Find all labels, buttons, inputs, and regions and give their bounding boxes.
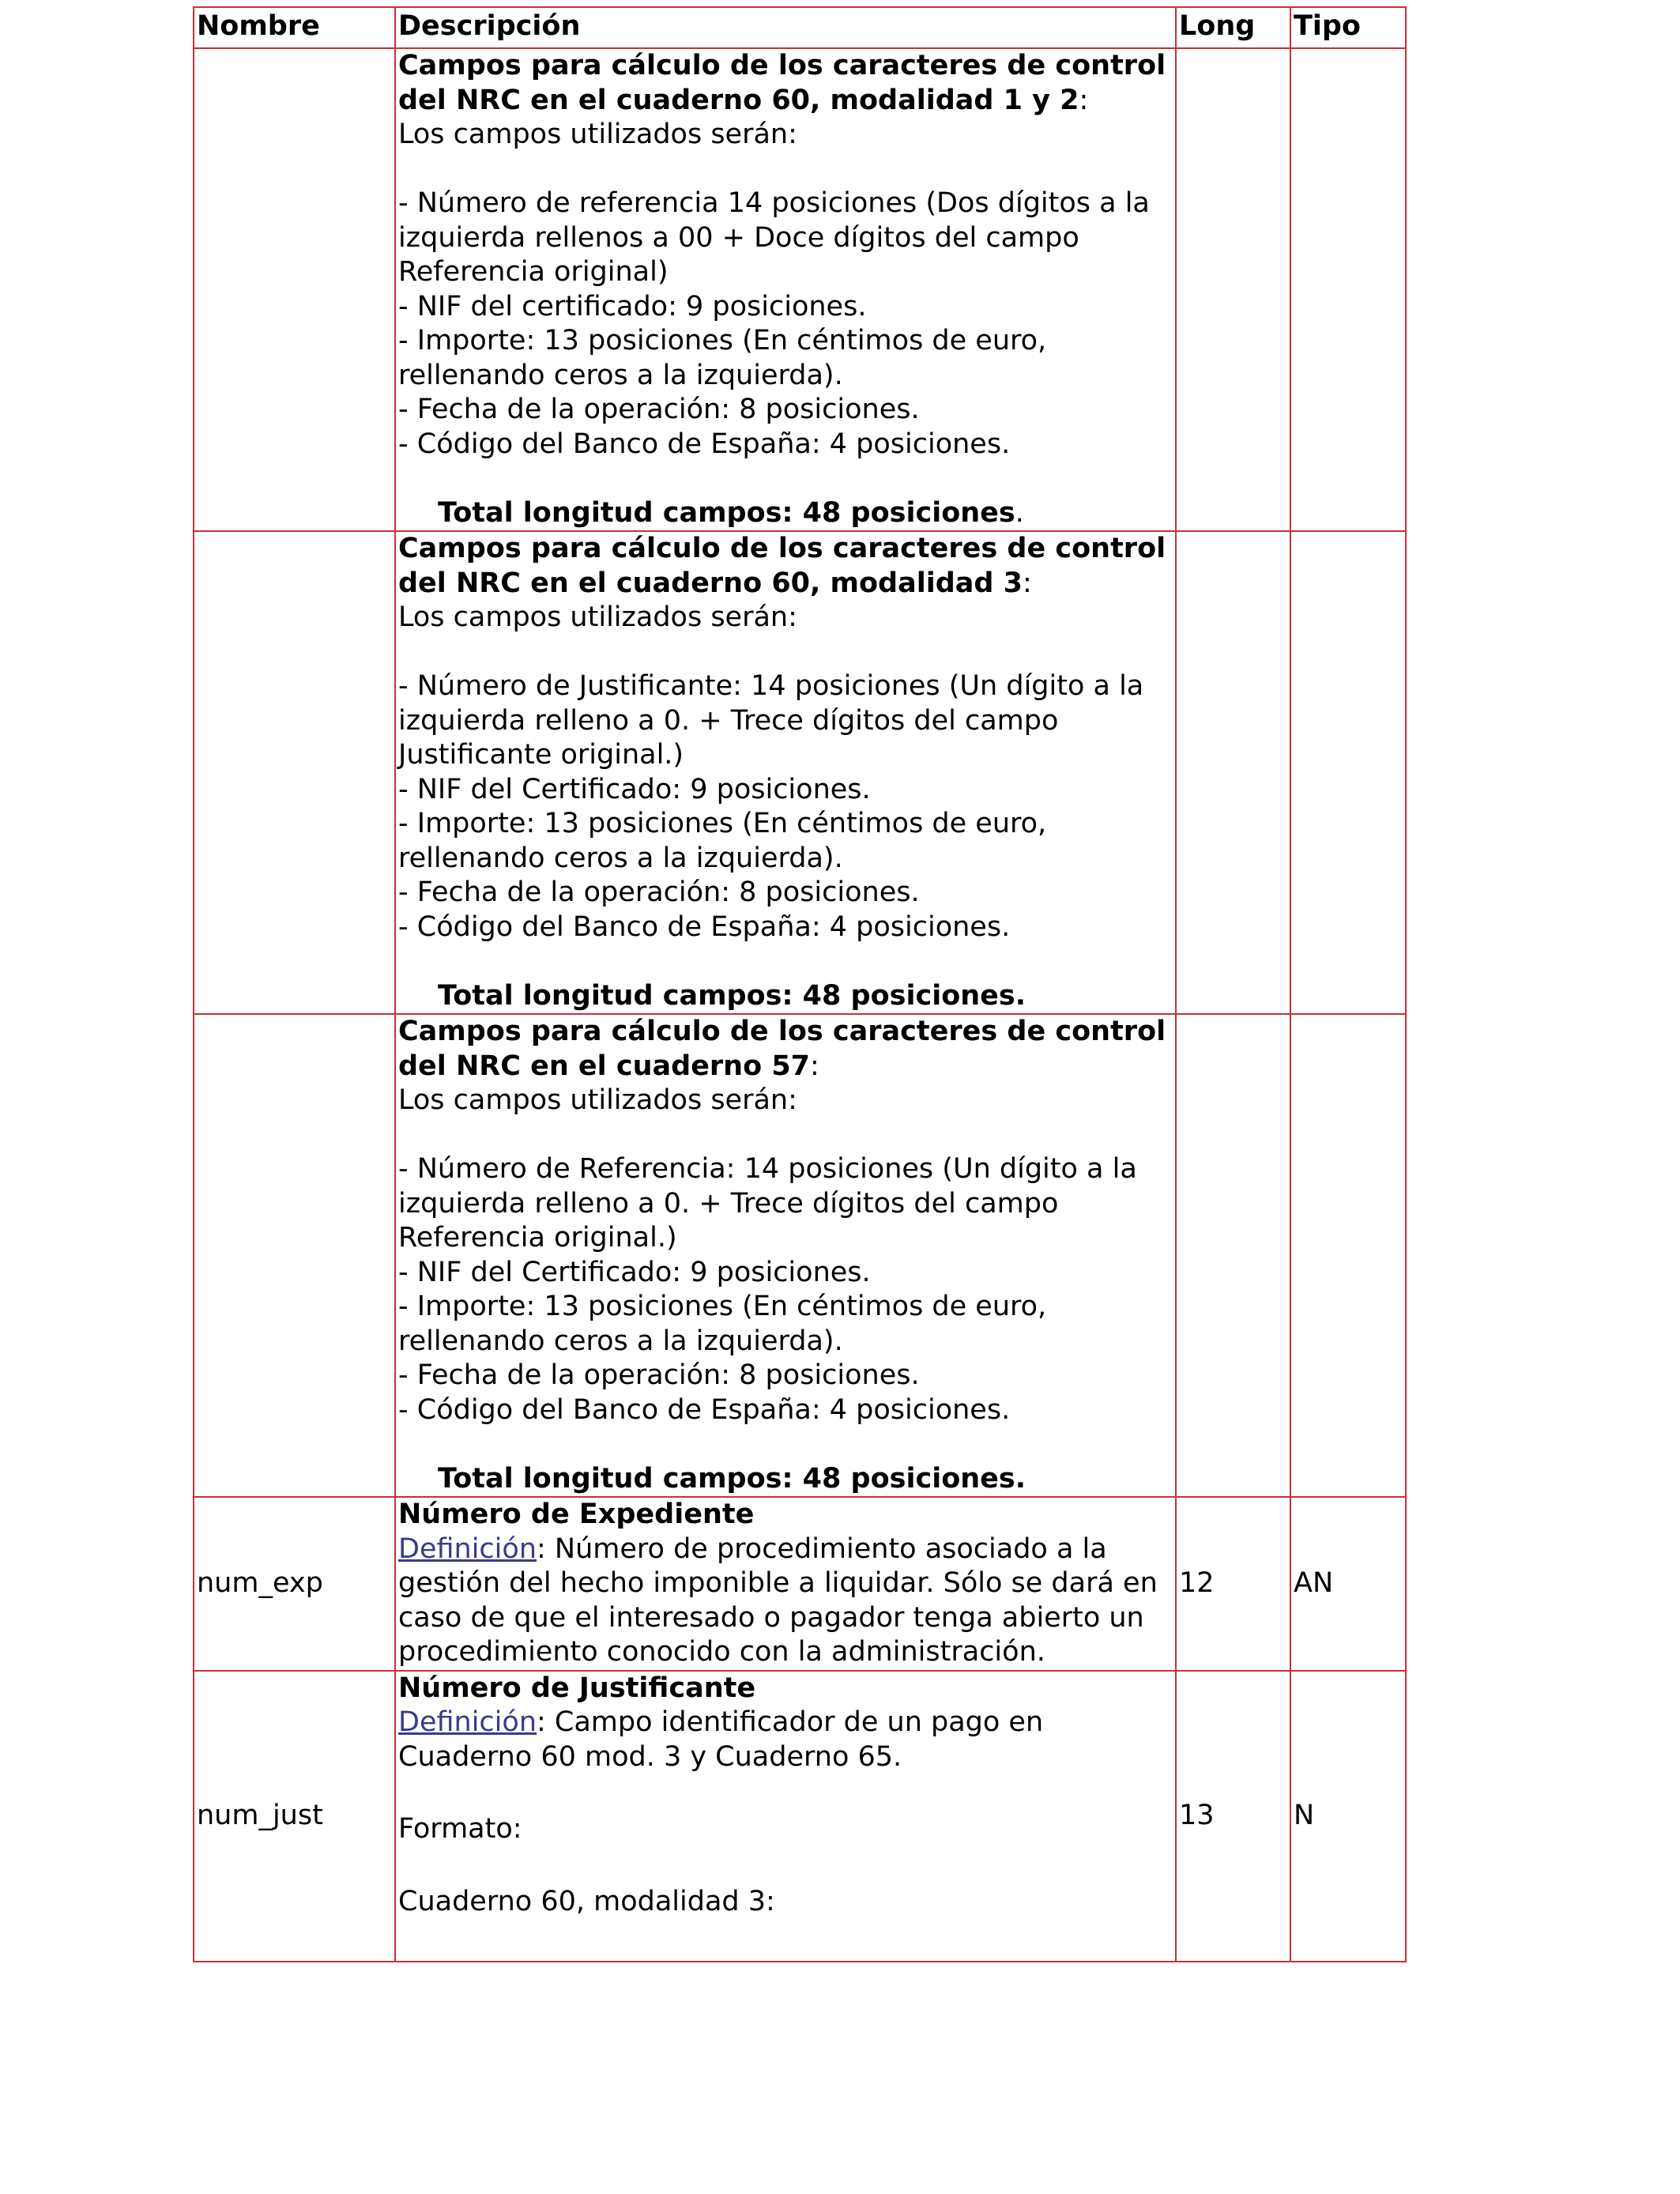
header-nombre: Nombre (194, 7, 395, 48)
total-text: Total longitud campos: 48 posiciones (438, 496, 1015, 529)
name-cell (194, 1014, 395, 1497)
list-item: - NIF del certificado: 9 posiciones. (398, 290, 867, 322)
definition-text: procedimiento conocido con la administración. (398, 1636, 1045, 1668)
description-cell (395, 1497, 1176, 1671)
tipo-cell (1290, 48, 1406, 531)
block-title: Campos para cálculo de los caracteres de control (398, 533, 1166, 564)
total-text: Total longitud campos: 48 posiciones. (438, 1462, 1026, 1495)
definition-link[interactable]: Definición (398, 1532, 537, 1565)
list-item: - Número de Justificante: 14 posiciones (Un dígito a la (398, 670, 1144, 702)
long-cell (1176, 531, 1290, 1014)
header-row (194, 7, 1406, 48)
field-title: Número de Expediente (398, 1498, 755, 1530)
description-cell (395, 1671, 1176, 1962)
list-item: - Importe: 13 posiciones (En céntimos de euro, (398, 808, 1047, 839)
table-row (194, 1497, 1406, 1671)
block-title: Campos para cálculo de los caracteres de control (398, 50, 1166, 81)
intro-text: Los campos utilizados serán: (398, 1084, 797, 1116)
block-title: del NRC en el cuaderno 60, modalidad 3 (398, 567, 1023, 599)
table-row (194, 1671, 1406, 1962)
list-item: - Número de Referencia: 14 posiciones (Un dígito a la (398, 1153, 1137, 1185)
definition-text: gestión del hecho imponible a liquidar. Sólo se dará en (398, 1567, 1158, 1599)
definition-text: caso de que el interesado o pagador tenga abierto un (398, 1601, 1144, 1634)
block-title: del NRC en el cuaderno 57 (398, 1050, 811, 1082)
list-item: - Fecha de la operación: 8 posiciones. (398, 876, 920, 908)
long-cell (1176, 48, 1290, 531)
formato-label: Formato: (398, 1813, 522, 1845)
table-row (194, 1014, 1406, 1497)
header-tipo: Tipo (1290, 7, 1406, 48)
definition-link[interactable]: Definición (398, 1706, 537, 1738)
block-title: del NRC en el cuaderno 60, modalidad 1 y 2 (398, 84, 1079, 116)
definition-text: : Número de procedimiento asociado a la (537, 1532, 1107, 1565)
name-cell (194, 48, 395, 531)
header-long: Long (1176, 7, 1290, 48)
long-value: 13 (1176, 1671, 1290, 1962)
table-row (194, 531, 1406, 1014)
list-item: - Código del Banco de España: 4 posiciones. (398, 428, 1011, 460)
list-item: - Código del Banco de España: 4 posiciones. (398, 910, 1011, 943)
list-item: izquierda relleno a 0. + Trece dígitos del campo (398, 704, 1059, 737)
list-item: rellenando ceros a la izquierda). (398, 359, 843, 391)
long-value: 12 (1176, 1497, 1290, 1671)
list-item: - Importe: 13 posiciones (En céntimos de euro, (398, 1291, 1047, 1322)
intro-text: Los campos utilizados serán: (398, 601, 797, 633)
cuaderno-label: Cuaderno 60, modalidad 3: (398, 1885, 775, 1917)
list-item: - NIF del Certificado: 9 posiciones. (398, 773, 871, 805)
list-item: - Fecha de la operación: 8 posiciones. (398, 1359, 920, 1391)
list-item: - Código del Banco de España: 4 posiciones. (398, 1393, 1011, 1426)
name-cell (194, 531, 395, 1014)
header-descripcion: Descripción (395, 7, 1176, 48)
list-item: izquierda rellenos a 00 + Doce dígitos del campo (398, 221, 1079, 254)
field-title: Número de Justificante (398, 1672, 756, 1704)
total-text: Total longitud campos: 48 posiciones. (438, 979, 1026, 1012)
list-item: izquierda relleno a 0. + Trece dígitos del campo (398, 1187, 1059, 1220)
list-item: rellenando ceros a la izquierda). (398, 842, 843, 874)
list-item: - Fecha de la operación: 8 posiciones. (398, 394, 920, 425)
tipo-value: AN (1290, 1497, 1406, 1671)
definition-text: Cuaderno 60 mod. 3 y Cuaderno 65. (398, 1740, 902, 1773)
block-title: Campos para cálculo de los caracteres de control (398, 1016, 1166, 1047)
description-cell: Campos para cálculo de los caracteres de control del NRC en el cuaderno 60, modalidad 1 y 2: Los campos utilizados serán: - Número de referencia 14 posiciones (Dos dígitos a la izquierda rellenos a 00 + Doce dígitos del campo Referencia original) - NIF del certificado: 9 posiciones. - Importe: 13 posiciones (En céntimos de euro, rellenando ceros a la izquierda). - Fecha de la operación: 8 posiciones. - Código del Banco de España: 4 posiciones. Total longitud campos: 48 posiciones. (395, 48, 1176, 531)
field-name: num_exp (194, 1497, 395, 1671)
description-cell: Campos para cálculo de los caracteres de control del NRC en el cuaderno 57: Los campos utilizados serán: - Número de Referencia: 14 posiciones (Un dígito a la izquierda relleno a 0. + Trece dígitos del campo Referencia original.) - NIF del Certificado: 9 posiciones. - Importe: 13 posiciones (En céntimos de euro, rellenando ceros a la izquierda). - Fecha de la operación: 8 posiciones. - Código del Banco de España: 4 posiciones. Total longitud campos: 48 posiciones. (395, 1014, 1176, 1497)
tipo-cell (1290, 1014, 1406, 1497)
list-item: - Importe: 13 posiciones (En céntimos de euro, (398, 325, 1047, 356)
field-name: num_just (194, 1671, 395, 1962)
list-item: - NIF del Certificado: 9 posiciones. (398, 1256, 871, 1288)
list-item: Referencia original.) (398, 1222, 677, 1253)
tipo-cell (1290, 531, 1406, 1014)
tipo-value: N (1290, 1671, 1406, 1962)
table-row (194, 48, 1406, 531)
definition-text: : Campo identificador de un pago en (537, 1706, 1044, 1738)
list-item: Justificante original.) (398, 739, 684, 771)
intro-text: Los campos utilizados serán: (398, 119, 797, 150)
list-item: Referencia original) (398, 256, 669, 288)
list-item: rellenando ceros a la izquierda). (398, 1325, 843, 1357)
list-item: - Número de referencia 14 posiciones (Dos dígitos a la (398, 187, 1150, 219)
description-cell: Campos para cálculo de los caracteres de control del NRC en el cuaderno 60, modalidad 3: Los campos utilizados serán: - Número de Justificante: 14 posiciones (Un dígito a la izquierda relleno a 0. + Trece dígitos del campo Justificante original.) - NIF del Certificado: 9 posiciones. - Importe: 13 posiciones (En céntimos de euro, rellenando ceros a la izquierda). - Fecha de la operación: 8 posiciones. - Código del Banco de España: 4 posiciones. Total longitud campos: 48 posiciones. (395, 531, 1176, 1014)
field-spec-table (193, 6, 1407, 1962)
long-cell (1176, 1014, 1290, 1497)
